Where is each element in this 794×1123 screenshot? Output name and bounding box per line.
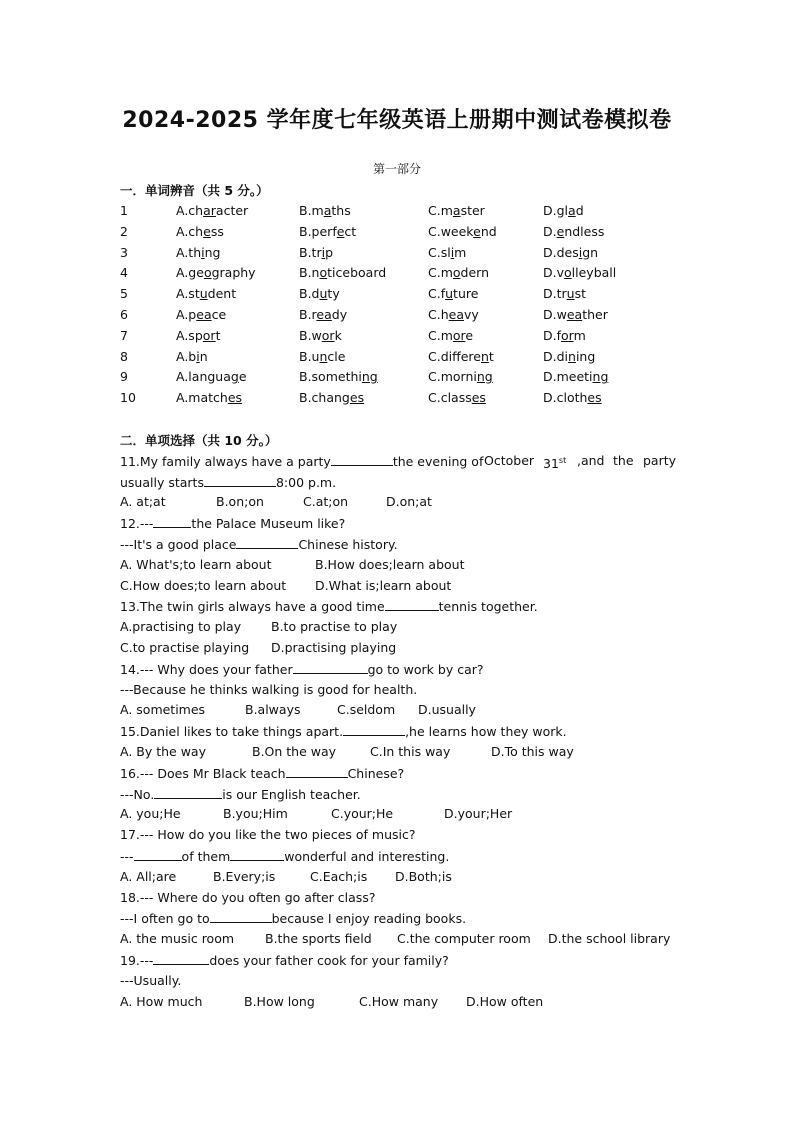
answer-option: B.on;on: [216, 494, 264, 509]
answer-blank: [293, 661, 368, 674]
option-d: D.volleyball: [543, 265, 617, 281]
answer-blank: [153, 952, 209, 965]
row-number: 10: [120, 390, 136, 406]
answer-option: B.you;Him: [223, 806, 288, 821]
part-label: 第一部分: [372, 162, 421, 176]
q11-text: party: [643, 453, 677, 468]
row-number: 2: [120, 223, 128, 239]
answer-option: D.To this way: [491, 744, 574, 759]
question-11-cont: usually starts 8:00 p.m.: [120, 475, 337, 490]
row-number: 9: [120, 369, 128, 385]
option-b: B.changes: [299, 390, 365, 406]
answer-option: A. All;are: [120, 869, 177, 884]
answer-option: A. How much: [120, 994, 203, 1009]
section1-heading: 一．单词辨音（共 5 分。）: [120, 183, 269, 198]
row-number: 8: [120, 348, 128, 364]
option-c: C.future: [428, 286, 479, 302]
option-a: A.language: [176, 369, 247, 385]
option-d: D.clothes: [543, 390, 602, 406]
answer-option: C.Each;is: [310, 869, 368, 884]
row-number: 7: [120, 327, 128, 343]
option-d: D.design: [543, 244, 599, 260]
question-18-cont: ---I often go to because I enjoy reading books.: [120, 911, 467, 926]
answer-option: A. By the way: [120, 744, 206, 759]
answer-blank: [134, 848, 182, 861]
option-c: C.master: [428, 203, 485, 218]
option-d: D.meeting: [543, 369, 609, 385]
answer-option: A. you;He: [120, 806, 181, 821]
option-d: D.endless: [543, 223, 605, 239]
q11-text: 11.My family always have a party: [120, 454, 331, 469]
question-17-cont: --- of them wonderful and interesting.: [120, 849, 450, 864]
option-d: D.glad: [543, 203, 584, 218]
q11-text: the: [613, 453, 634, 468]
answer-option: C.How does;to learn about: [120, 578, 287, 593]
option-b: B.ready: [299, 307, 348, 322]
q11-text: October: [484, 453, 535, 468]
row-number: 3: [120, 244, 128, 260]
answer-option: B.the sports field: [265, 931, 372, 946]
answer-option: A. at;at: [120, 494, 166, 509]
answer-option: D.practising playing: [271, 640, 397, 655]
row-number: 6: [120, 307, 128, 322]
answer-option: C.at;on: [303, 494, 349, 509]
answer-option: D.Both;is: [395, 869, 452, 884]
option-d: D.form: [543, 327, 586, 343]
option-b: B.maths: [299, 203, 351, 218]
question-15: 15.Daniel likes to take things apart. ,he learns how they work.: [120, 724, 567, 739]
option-c: C.slim: [428, 244, 467, 260]
option-a: A.character: [176, 203, 249, 218]
option-a: A.geography: [176, 265, 256, 281]
answer-option: C.to practise playing: [120, 640, 250, 655]
q11-text: ,and: [577, 453, 605, 468]
question-12-cont: ---It's a good place Chinese history.: [120, 537, 398, 552]
option-c: C.modern: [428, 265, 490, 281]
question-16-cont: ---No. is our English teacher.: [120, 787, 361, 802]
answer-option: A. sometimes: [120, 702, 206, 717]
option-b: B.trip: [299, 244, 334, 260]
answer-option: A. the music room: [120, 931, 235, 946]
answer-option: B.On the way: [252, 744, 337, 759]
option-b: B.duty: [299, 286, 340, 302]
question-11: [120, 453, 483, 470]
option-c: C.classes: [428, 390, 486, 406]
answer-option: C.seldom: [337, 702, 396, 717]
answer-option: A.practising to play: [120, 619, 242, 634]
option-a: A.chess: [176, 223, 224, 239]
answer-option: D.on;at: [386, 494, 432, 509]
question-13: 13.The twin girls always have a good time tennis together.: [120, 599, 538, 614]
section2-heading: 二．单项选择（共 10 分。）: [120, 433, 278, 448]
option-a: A.matches: [176, 390, 243, 406]
q11-text: the evening of: [392, 454, 484, 469]
row-number: 4: [120, 265, 128, 281]
answer-blank: [153, 515, 191, 528]
answer-blank: [343, 723, 405, 736]
option-d: D.dining: [543, 348, 596, 364]
q11-text: 31st: [543, 456, 567, 472]
option-b: B.noticeboard: [299, 265, 387, 281]
page-title: 2024-2025 学年度七年级英语上册期中测试卷模拟卷: [122, 108, 672, 133]
question-17: 17.--- How do you like the two pieces of music?: [120, 827, 416, 842]
option-c: C.different: [428, 348, 494, 364]
option-a: A.bin: [176, 348, 208, 364]
answer-option: D.What is;learn about: [315, 578, 452, 593]
question-14: 14.--- Why does your father go to work by car?: [120, 662, 484, 677]
option-a: A.student: [176, 286, 237, 302]
question-12: 12.--- the Palace Museum like?: [120, 516, 346, 531]
answer-blank: [236, 536, 298, 549]
option-c: C.more: [428, 327, 474, 343]
answer-blank: [331, 453, 393, 466]
option-a: A.thing: [176, 244, 221, 260]
option-c: C.heavy: [428, 307, 479, 322]
answer-blank: [204, 474, 276, 487]
answer-option: C.In this way: [370, 744, 451, 759]
question-19: 19.--- does your father cook for your family?: [120, 953, 449, 968]
question-14-cont: ---Because he thinks walking is good for health.: [120, 682, 418, 697]
answer-option: C.the computer room: [397, 931, 531, 946]
question-19-cont: ---Usually.: [120, 973, 182, 988]
question-18: 18.--- Where do you often go after class?: [120, 890, 376, 905]
question-16: 16.--- Does Mr Black teach Chinese?: [120, 766, 405, 781]
answer-option: B.Every;is: [213, 869, 276, 884]
answer-option: D.the school library: [548, 931, 671, 946]
option-d: D.trust: [543, 286, 586, 302]
answer-blank: [385, 598, 439, 611]
answer-blank: [286, 765, 348, 778]
answer-blank: [210, 910, 272, 923]
answer-option: D.usually: [418, 702, 476, 717]
answer-option: B.always: [245, 702, 301, 717]
answer-blank: [154, 786, 222, 799]
answer-option: D.How often: [466, 994, 544, 1009]
option-d: D.weather: [543, 307, 608, 322]
row-number: 5: [120, 286, 128, 302]
option-a: A.peace: [176, 307, 227, 322]
answer-option: C.How many: [359, 994, 439, 1009]
option-b: B.perfect: [299, 223, 357, 239]
option-b: B.something: [299, 369, 378, 385]
row-number: 1: [120, 203, 128, 218]
option-c: C.weekend: [428, 223, 497, 239]
answer-option: C.your;He: [331, 806, 394, 821]
answer-option: B.How long: [244, 994, 315, 1009]
option-a: A.sport: [176, 327, 221, 343]
answer-blank: [230, 848, 284, 861]
answer-option: A. What's;to learn about: [120, 557, 272, 572]
answer-option: D.your;Her: [444, 806, 513, 821]
answer-option: B.to practise to play: [271, 619, 398, 634]
option-c: C.morning: [428, 369, 493, 385]
option-b: B.work: [299, 327, 342, 343]
option-b: B.uncle: [299, 348, 346, 364]
answer-option: B.How does;learn about: [315, 557, 465, 572]
